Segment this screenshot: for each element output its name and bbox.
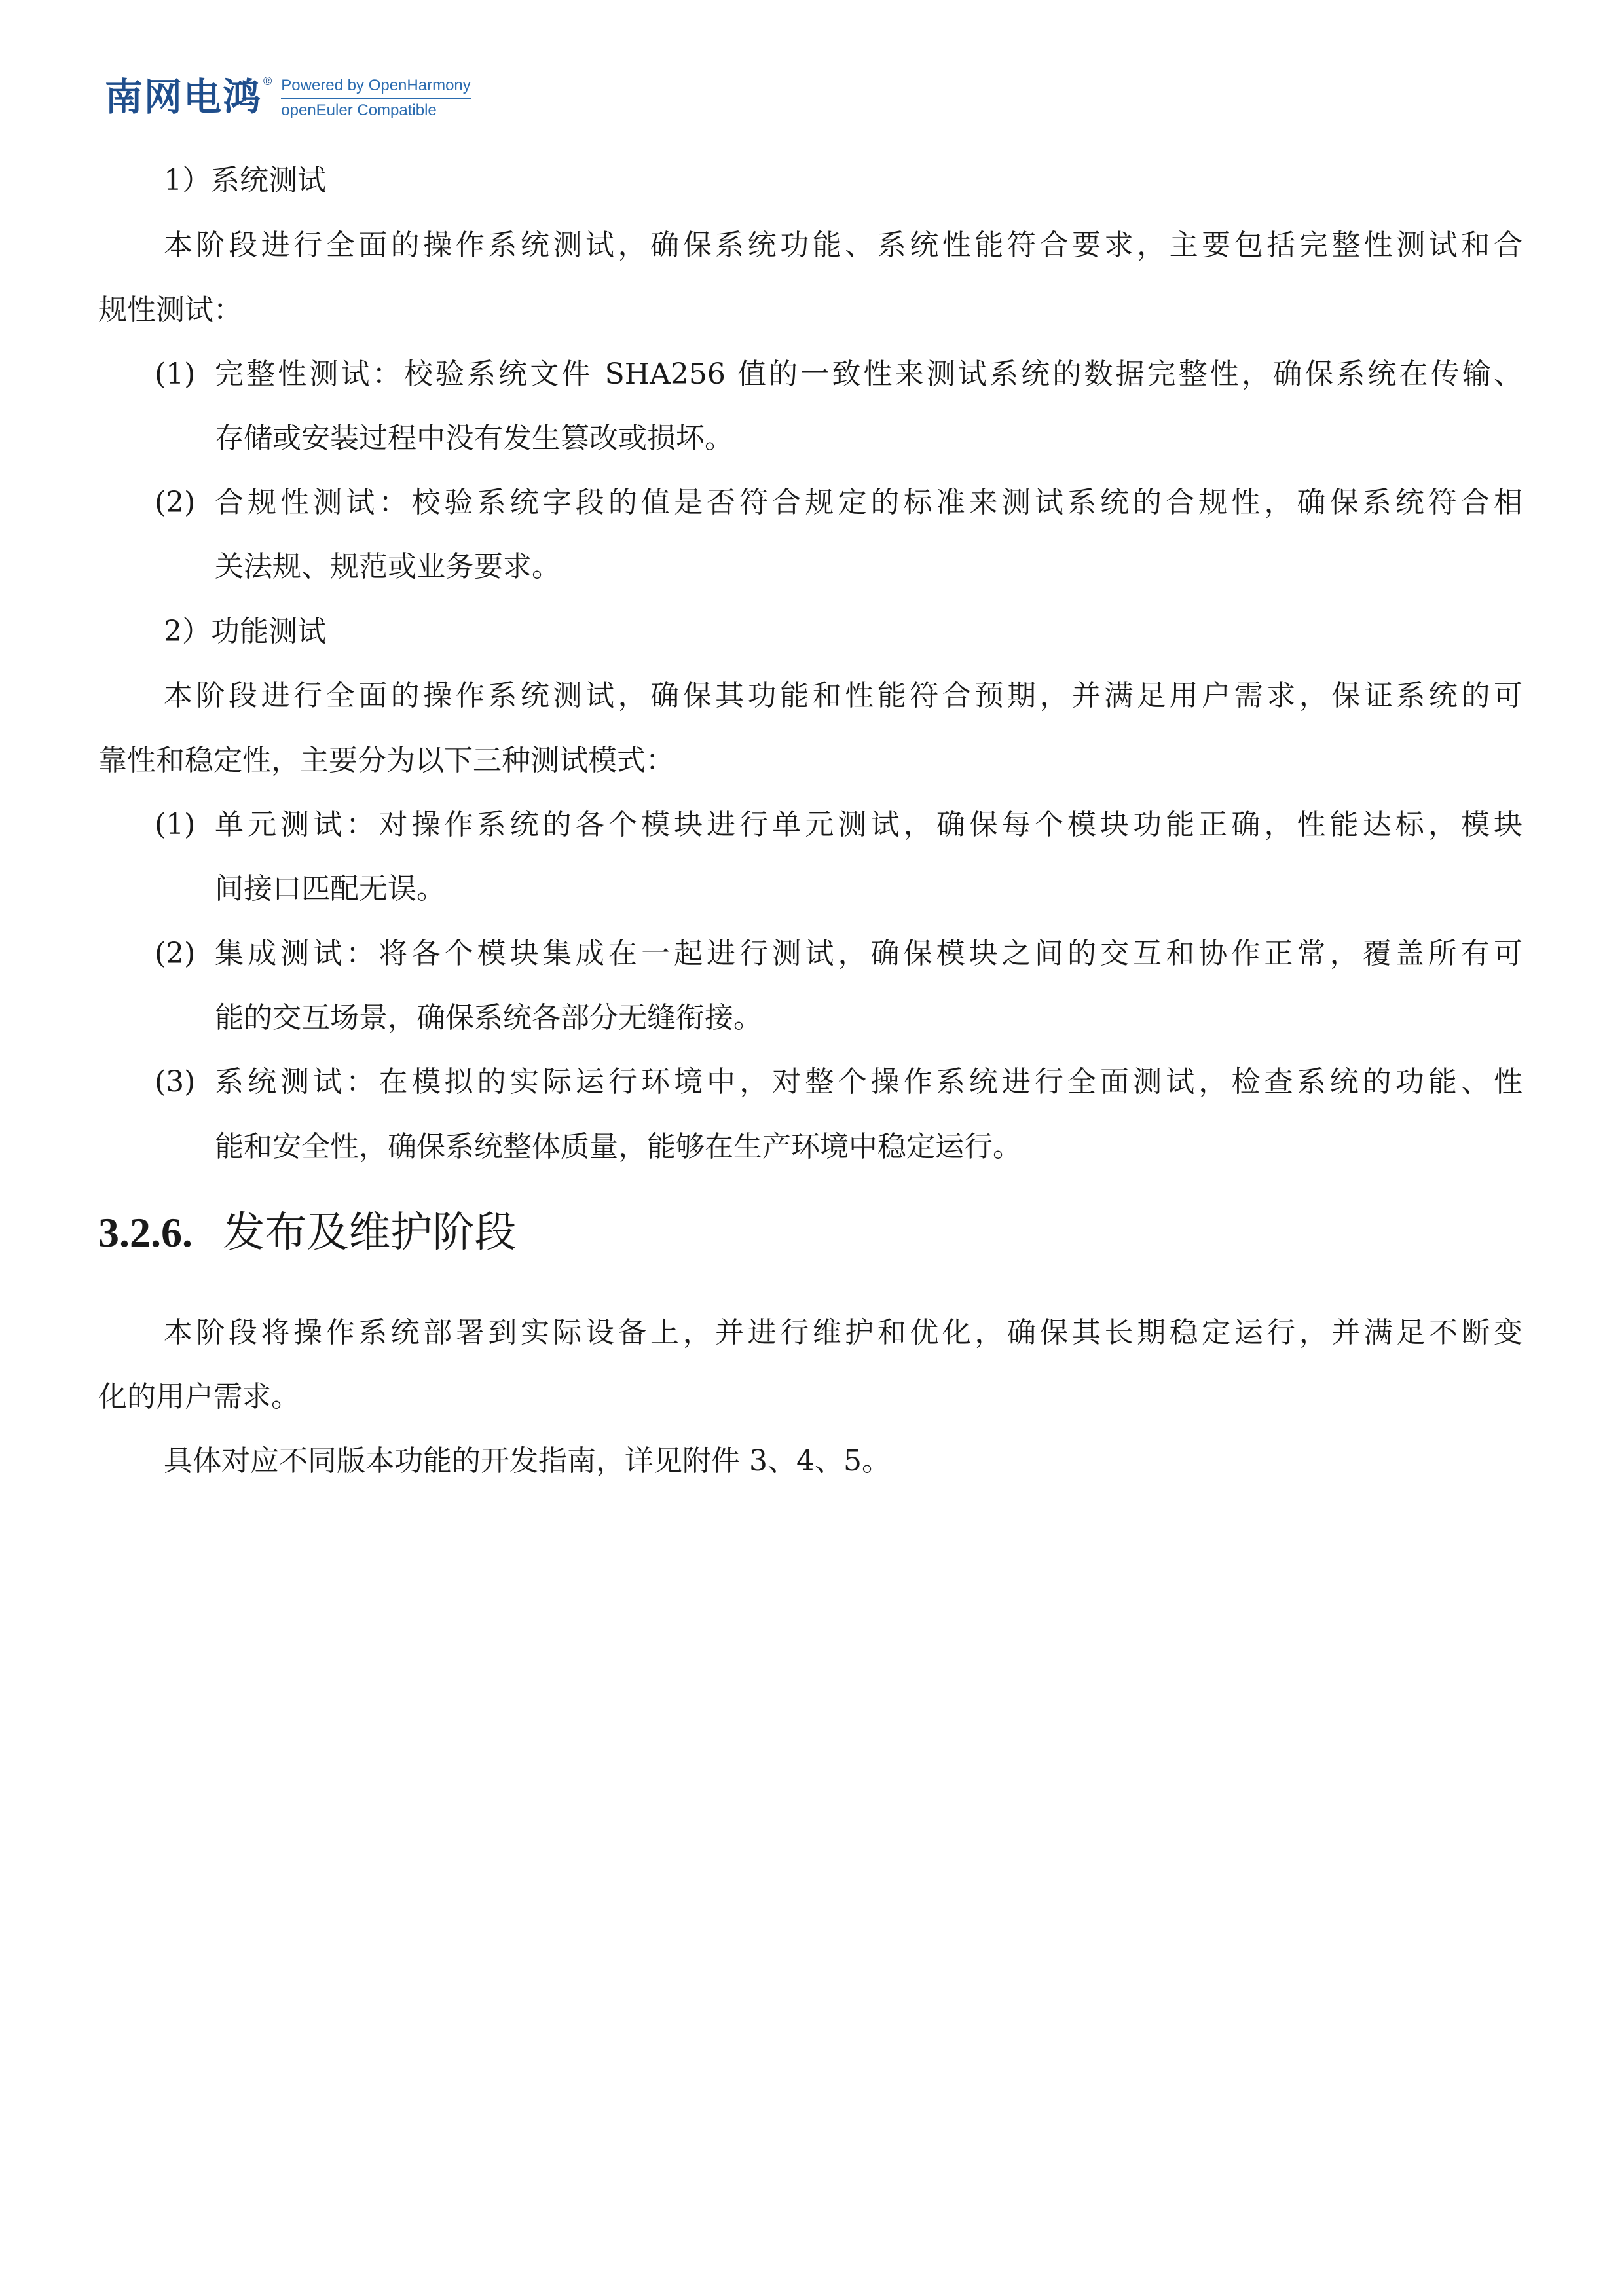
list-item-text: 系统测试：在模拟的实际运行环境中，对整个操作系统进行全面测试，检查系统的功能、性 [215,1065,1522,1099]
section-title-system-test: 1）系统测试 [164,164,326,197]
paragraph-line: 化的用户需求。 [98,1380,300,1413]
logo-registered-mark: ® [263,75,272,88]
logo-powered-by: Powered by OpenHarmony [281,76,470,99]
list-item-text: 间接口匹配无误。 [215,872,445,905]
heading-number: 3.2.6. [98,1209,193,1256]
logo-tagline [281,76,470,120]
list-item-text: 能的交互场景，确保系统各部分无缝衔接。 [215,1001,762,1034]
list-item-text: 合规性测试：校验系统字段的值是否符合规定的标准来测试系统的合规性，确保系统符合相 [215,486,1522,519]
list-item-text: 能和安全性，确保系统整体质量，能够在生产环境中稳定运行。 [215,1130,1022,1163]
list-item-number: (3) [155,1065,196,1099]
paragraph-line: 本阶段进行全面的操作系统测试，确保系统功能、系统性能符合要求，主要包括完整性测试和合 [164,228,1522,262]
list-item-text: 关法规、规范或业务要求。 [215,550,561,583]
section-heading [98,1205,516,1261]
list-item-number: (2) [155,486,196,519]
list-item-text: 完整性测试：校验系统文件 SHA256 值的一致性来测试系统的数据完整性，确保系统在传输、 [215,357,1522,391]
paragraph-line: 靠性和稳定性，主要分为以下三种测试模式： [98,744,674,777]
paragraph-note: 具体对应不同版本功能的开发指南，详见附件 3、4、5。 [164,1444,891,1478]
list-item-number: (1) [155,357,196,391]
heading-title: 发布及维护阶段 [223,1209,517,1257]
section-title-function-test: 2）功能测试 [164,615,326,648]
list-item-number: (1) [155,808,196,841]
paragraph-line: 规性测试： [98,293,242,327]
logo-compatible: openEuler Compatible [281,101,437,119]
paragraph-line: 本阶段将操作系统部署到实际设备上，并进行维护和优化，确保其长期稳定运行，并满足不断变 [164,1316,1522,1349]
logo-brand-name: 南网电鸿 [105,75,263,119]
list-item-text: 集成测试：将各个模块集成在一起进行测试，确保模块之间的交互和协作正常，覆盖所有可 [215,937,1522,970]
list-item-number: (2) [155,937,196,970]
list-item-text: 单元测试：对操作系统的各个模块进行单元测试，确保每个模块功能正确，性能达标，模块 [215,808,1522,841]
paragraph-line: 本阶段进行全面的操作系统测试，确保其功能和性能符合预期，并满足用户需求，保证系统的可 [164,679,1522,712]
list-item-text: 存储或安装过程中没有发生篡改或损坏。 [215,422,733,455]
header-logo [105,71,471,123]
